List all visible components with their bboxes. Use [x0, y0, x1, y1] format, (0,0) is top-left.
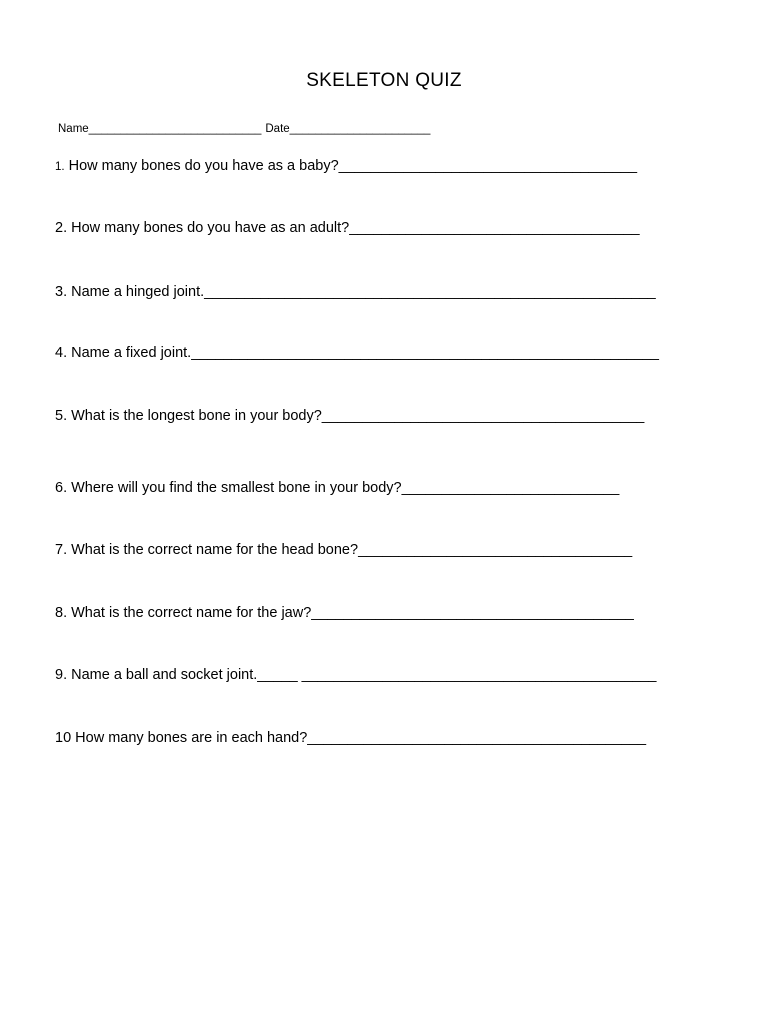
- question-2: 2. How many bones do you have as an adult?____________________________________: [55, 220, 640, 236]
- question-9: 9. Name a ball and socket joint._____ ____________________________________________: [55, 667, 657, 683]
- date-field: Date______________________: [265, 123, 431, 135]
- name-field: Name___________________________: [58, 123, 262, 135]
- name-date-line: [58, 123, 430, 135]
- question-4: 4. Name a fixed joint.__________________________________________________________: [55, 345, 659, 361]
- question-6: 6. Where will you find the smallest bone in your body?___________________________: [55, 480, 620, 496]
- question-10: 10 How many bones are in each hand?__________________________________________: [55, 730, 647, 746]
- question-text: How many bones do you have as a baby?_____________________________________: [64, 158, 638, 174]
- question-3: 3. Name a hinged joint.________________________________________________________: [55, 284, 656, 300]
- question-1: [55, 158, 637, 174]
- question-5: 5. What is the longest bone in your body?________________________________________: [55, 408, 645, 424]
- question-8: 8. What is the correct name for the jaw?________________________________________: [55, 605, 634, 621]
- question-7: 7. What is the correct name for the head bone?__________________________________: [55, 542, 633, 558]
- question-number: 1.: [55, 161, 65, 173]
- page-title: SKELETON QUIZ: [306, 70, 462, 91]
